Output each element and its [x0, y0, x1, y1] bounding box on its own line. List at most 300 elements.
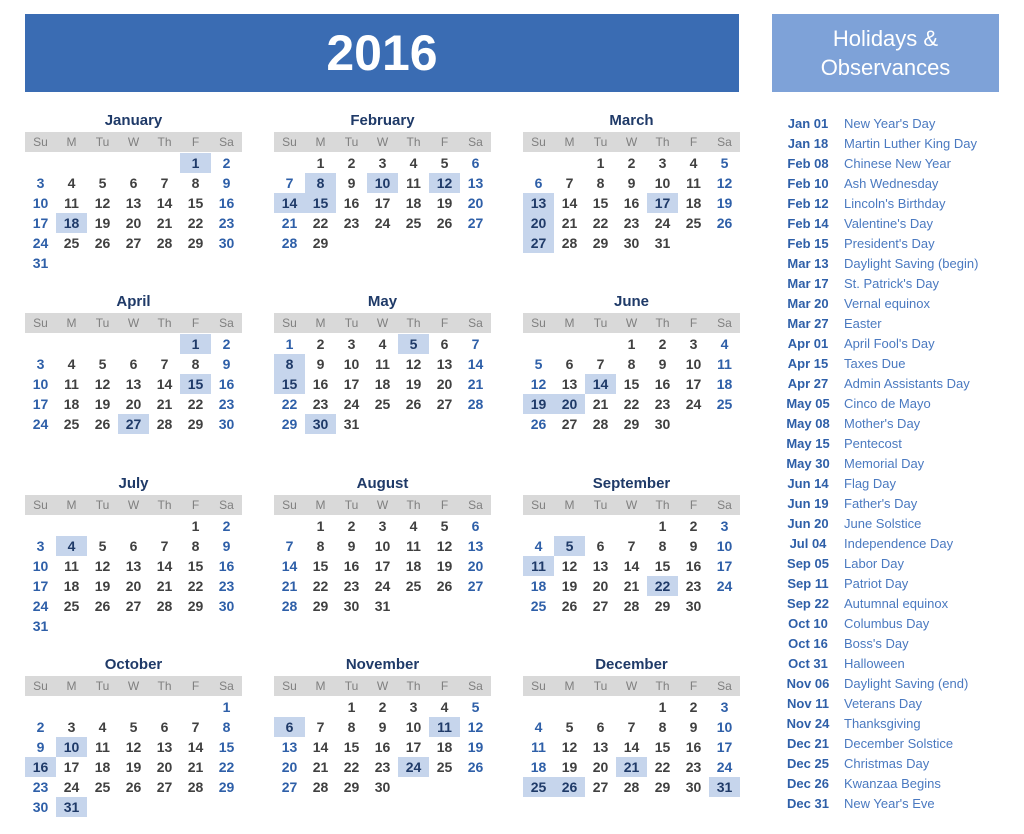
day-cell: 3	[36, 356, 45, 372]
weekday-label: W	[625, 316, 638, 330]
holiday-day-cell: 25	[523, 777, 554, 797]
day-grid	[25, 334, 242, 434]
weekday-header	[523, 495, 740, 515]
day-cell: 30	[218, 598, 235, 614]
holiday-date: Nov 11	[787, 696, 829, 711]
day-cell: 7	[160, 538, 169, 554]
weekday-header	[274, 495, 491, 515]
day-grid	[523, 697, 740, 797]
day-cell: 4	[689, 155, 698, 171]
day-cell: 2	[658, 336, 667, 352]
weekday-label: F	[689, 498, 698, 512]
day-cell: 7	[471, 336, 480, 352]
day-cell: 28	[156, 416, 173, 432]
weekday-label: M	[315, 679, 326, 693]
empty-cell	[118, 334, 149, 354]
day-cell: 1	[658, 699, 667, 715]
day-cell: 9	[378, 719, 387, 735]
weekday-label: Th	[157, 316, 172, 330]
holiday-name: Vernal equinox	[844, 296, 931, 311]
day-cell: 22	[218, 759, 235, 775]
day-cell: 17	[32, 578, 49, 594]
day-cell: 24	[716, 759, 733, 775]
holiday-name: Admin Assistants Day	[844, 376, 970, 391]
day-cell: 3	[720, 518, 729, 534]
day-cell: 26	[530, 416, 547, 432]
month-name: February	[350, 112, 415, 129]
day-grid	[274, 516, 491, 616]
day-cell: 9	[222, 538, 231, 554]
day-cell: 25	[63, 416, 80, 432]
day-cell: 28	[623, 598, 640, 614]
day-cell: 1	[627, 336, 636, 352]
holiday-date: Jan 01	[787, 116, 829, 131]
day-cell: 30	[654, 416, 671, 432]
day-grid	[523, 153, 740, 253]
month-name: November	[345, 656, 420, 673]
day-cell: 9	[347, 175, 356, 191]
empty-cell	[118, 697, 149, 717]
holiday-day-cell: 8	[305, 173, 336, 193]
day-cell: 12	[94, 195, 111, 211]
weekday-label: M	[66, 135, 77, 149]
holiday-name: Columbus Day	[844, 616, 930, 631]
holiday-row	[772, 314, 1012, 334]
weekday-label: F	[191, 498, 200, 512]
holiday-name: Valentine's Day	[844, 216, 933, 231]
holiday-name: Memorial Day	[844, 456, 925, 471]
empty-cell	[616, 516, 647, 536]
day-cell: 5	[720, 155, 729, 171]
day-cell: 17	[405, 739, 422, 755]
day-cell: 8	[347, 719, 356, 735]
day-cell: 21	[156, 215, 173, 231]
empty-cell	[87, 697, 118, 717]
day-cell: 9	[347, 538, 356, 554]
day-cell: 16	[654, 376, 671, 392]
day-cell: 17	[32, 396, 49, 412]
day-cell: 23	[685, 759, 702, 775]
holiday-date: Nov 24	[786, 716, 830, 731]
weekday-label: Th	[157, 498, 172, 512]
day-cell: 19	[561, 578, 578, 594]
empty-cell	[25, 334, 56, 354]
month-february	[274, 112, 491, 253]
day-cell: 6	[129, 175, 138, 191]
holiday-row	[772, 654, 1012, 674]
day-cell: 9	[689, 538, 698, 554]
day-cell: 18	[716, 376, 733, 392]
day-cell: 26	[94, 416, 111, 432]
day-cell: 18	[63, 578, 80, 594]
holiday-date: Dec 31	[787, 796, 829, 811]
day-cell: 19	[436, 558, 453, 574]
holiday-date: Mar 17	[787, 276, 829, 291]
day-cell: 12	[94, 558, 111, 574]
weekday-label: Su	[33, 498, 48, 512]
day-cell: 13	[436, 356, 453, 372]
weekday-label: Tu	[344, 679, 359, 693]
weekday-label: Th	[157, 679, 172, 693]
weekday-label: M	[315, 135, 326, 149]
day-cell: 21	[281, 578, 298, 594]
day-cell: 17	[343, 376, 360, 392]
holiday-day-cell: 11	[523, 556, 554, 576]
day-cell: 22	[654, 759, 671, 775]
weekday-label: Tu	[344, 135, 359, 149]
weekday-label: Su	[531, 679, 546, 693]
day-cell: 18	[405, 195, 422, 211]
weekday-label: Tu	[344, 316, 359, 330]
day-cell: 16	[218, 558, 235, 574]
day-cell: 6	[129, 538, 138, 554]
day-cell: 23	[654, 396, 671, 412]
day-cell: 26	[561, 598, 578, 614]
day-cell: 11	[64, 558, 79, 574]
day-cell: 29	[187, 416, 204, 432]
day-cell: 17	[374, 195, 391, 211]
day-grid	[523, 334, 740, 434]
holiday-row	[772, 714, 1012, 734]
day-grid	[274, 334, 491, 434]
day-cell: 3	[689, 336, 698, 352]
holiday-row	[772, 554, 1012, 574]
holiday-day-cell: 22	[647, 576, 678, 596]
day-cell: 12	[561, 739, 578, 755]
day-cell: 27	[125, 235, 142, 251]
day-cell: 21	[592, 396, 609, 412]
holiday-name: Thanksgiving	[844, 716, 921, 731]
holiday-row	[772, 754, 1012, 774]
day-cell: 7	[596, 356, 605, 372]
day-grid	[25, 697, 242, 817]
day-cell: 8	[316, 538, 325, 554]
weekday-label: Tu	[593, 316, 608, 330]
month-may	[274, 293, 491, 434]
day-cell: 31	[32, 618, 49, 634]
day-cell: 7	[285, 175, 294, 191]
day-cell: 11	[64, 376, 79, 392]
day-cell: 6	[440, 336, 449, 352]
day-cell: 1	[222, 699, 231, 715]
day-cell: 29	[281, 416, 298, 432]
day-cell: 6	[129, 356, 138, 372]
holiday-row	[772, 234, 1012, 254]
day-cell: 7	[285, 538, 294, 554]
day-cell: 20	[436, 376, 453, 392]
holiday-row	[772, 614, 1012, 634]
day-grid	[274, 697, 491, 797]
day-cell: 4	[720, 336, 729, 352]
day-cell: 21	[467, 376, 484, 392]
day-cell: 2	[689, 699, 698, 715]
weekday-label: Su	[33, 679, 48, 693]
day-cell: 7	[627, 538, 636, 554]
weekday-label: F	[440, 679, 449, 693]
day-cell: 13	[467, 175, 484, 191]
weekday-label: Tu	[95, 316, 110, 330]
day-cell: 24	[654, 215, 671, 231]
day-cell: 26	[94, 235, 111, 251]
day-cell: 8	[191, 538, 200, 554]
day-cell: 11	[64, 195, 79, 211]
day-cell: 27	[467, 215, 484, 231]
day-cell: 24	[32, 235, 49, 251]
empty-cell	[118, 516, 149, 536]
day-cell: 25	[436, 759, 453, 775]
holiday-day-cell: 5	[554, 536, 585, 556]
day-cell: 25	[94, 779, 111, 795]
day-cell: 28	[187, 779, 204, 795]
weekday-label: Tu	[593, 135, 608, 149]
holiday-day-cell: 6	[274, 717, 305, 737]
weekday-label: W	[625, 679, 638, 693]
day-grid	[25, 153, 242, 273]
holiday-date: Mar 27	[787, 316, 829, 331]
weekday-label: M	[66, 679, 77, 693]
day-cell: 12	[530, 376, 547, 392]
day-cell: 2	[222, 155, 231, 171]
month-october	[25, 656, 242, 817]
holiday-name: Kwanzaa Begins	[844, 776, 941, 791]
month-name: September	[592, 475, 671, 492]
holiday-name: April Fool's Day	[844, 336, 935, 351]
day-cell: 14	[561, 195, 578, 211]
holiday-day-cell: 14	[274, 193, 305, 213]
day-cell: 5	[440, 518, 449, 534]
day-cell: 27	[467, 578, 484, 594]
day-cell: 29	[187, 598, 204, 614]
weekday-label: Sa	[468, 135, 483, 149]
weekday-label: Th	[655, 498, 670, 512]
day-cell: 12	[716, 175, 733, 191]
day-cell: 16	[343, 195, 360, 211]
holiday-row	[772, 154, 1012, 174]
day-cell: 8	[627, 356, 636, 372]
holiday-row	[772, 394, 1012, 414]
day-cell: 30	[685, 779, 702, 795]
holiday-day-cell: 17	[647, 193, 678, 213]
day-cell: 7	[160, 356, 169, 372]
day-cell: 29	[623, 416, 640, 432]
holiday-date: Jun 19	[787, 496, 829, 511]
holiday-date: May 30	[786, 456, 830, 471]
day-cell: 19	[94, 578, 111, 594]
day-cell: 2	[347, 155, 356, 171]
empty-cell	[56, 697, 87, 717]
month-name: June	[613, 293, 649, 310]
day-cell: 26	[405, 396, 422, 412]
weekday-label: Sa	[219, 316, 234, 330]
day-cell: 20	[467, 558, 484, 574]
day-cell: 24	[685, 396, 702, 412]
day-cell: 15	[187, 558, 204, 574]
day-cell: 4	[409, 155, 418, 171]
holidays-title-line2: Observances	[820, 55, 951, 80]
weekday-label: Sa	[219, 135, 234, 149]
weekday-label: M	[315, 316, 326, 330]
day-cell: 6	[565, 356, 574, 372]
weekday-label: Su	[282, 135, 297, 149]
day-cell: 23	[218, 396, 235, 412]
day-cell: 22	[187, 215, 204, 231]
day-cell: 28	[561, 235, 578, 251]
day-cell: 29	[312, 235, 329, 251]
month-name: May	[367, 293, 398, 310]
day-cell: 11	[686, 175, 701, 191]
weekday-label: W	[625, 135, 638, 149]
weekday-label: W	[376, 498, 389, 512]
day-cell: 4	[67, 175, 76, 191]
holiday-row	[772, 194, 1012, 214]
empty-cell	[180, 697, 211, 717]
holiday-name: Easter	[844, 316, 882, 331]
day-cell: 4	[67, 356, 76, 372]
weekday-label: F	[689, 135, 698, 149]
day-cell: 20	[467, 195, 484, 211]
empty-cell	[585, 516, 616, 536]
day-cell: 24	[63, 779, 80, 795]
weekday-label: F	[191, 135, 200, 149]
day-cell: 19	[125, 759, 142, 775]
holiday-day-cell: 27	[118, 414, 149, 434]
day-cell: 5	[440, 155, 449, 171]
day-cell: 28	[467, 396, 484, 412]
day-cell: 15	[623, 376, 640, 392]
day-cell: 10	[32, 376, 49, 392]
holiday-day-cell: 8	[274, 354, 305, 374]
day-cell: 8	[658, 719, 667, 735]
weekday-label: Sa	[468, 316, 483, 330]
day-cell: 11	[95, 739, 110, 755]
empty-cell	[523, 334, 554, 354]
day-cell: 24	[716, 578, 733, 594]
day-cell: 13	[561, 376, 578, 392]
holiday-day-cell: 30	[305, 414, 336, 434]
weekday-label: Su	[282, 316, 297, 330]
day-cell: 5	[98, 356, 107, 372]
weekday-label: Tu	[593, 498, 608, 512]
day-cell: 15	[654, 558, 671, 574]
holiday-day-cell: 21	[616, 757, 647, 777]
day-cell: 19	[405, 376, 422, 392]
weekday-label: Sa	[717, 316, 732, 330]
weekday-label: Sa	[468, 679, 483, 693]
day-cell: 15	[343, 739, 360, 755]
day-cell: 13	[156, 739, 173, 755]
day-cell: 10	[685, 356, 702, 372]
holiday-day-cell: 20	[523, 213, 554, 233]
day-cell: 4	[98, 719, 107, 735]
day-cell: 23	[32, 779, 49, 795]
holiday-row	[772, 774, 1012, 794]
holiday-date: Feb 14	[787, 216, 829, 231]
day-cell: 21	[623, 578, 640, 594]
day-cell: 8	[191, 175, 200, 191]
day-cell: 13	[125, 558, 142, 574]
weekday-label: Th	[157, 135, 172, 149]
day-cell: 31	[374, 598, 391, 614]
day-cell: 2	[36, 719, 45, 735]
day-cell: 25	[685, 215, 702, 231]
month-november	[274, 656, 491, 797]
empty-cell	[25, 697, 56, 717]
day-cell: 16	[623, 195, 640, 211]
day-cell: 17	[716, 558, 733, 574]
weekday-label: W	[127, 316, 140, 330]
day-cell: 25	[374, 396, 391, 412]
day-cell: 18	[436, 739, 453, 755]
empty-cell	[87, 334, 118, 354]
weekday-label: Sa	[717, 498, 732, 512]
holiday-name: Martin Luther King Day	[844, 136, 977, 151]
day-grid	[25, 516, 242, 636]
holiday-date: Mar 20	[787, 296, 829, 311]
holiday-name: St. Patrick's Day	[844, 276, 939, 291]
day-cell: 9	[316, 356, 325, 372]
day-cell: 29	[654, 598, 671, 614]
weekday-label: M	[564, 498, 575, 512]
holiday-name: Daylight Saving (begin)	[844, 256, 979, 271]
weekday-header	[25, 313, 242, 333]
day-cell: 11	[406, 538, 421, 554]
weekday-label: W	[127, 135, 140, 149]
empty-cell	[56, 334, 87, 354]
day-cell: 21	[281, 215, 298, 231]
holiday-row	[772, 254, 1012, 274]
holiday-name: June Solstice	[844, 516, 922, 531]
day-cell: 3	[378, 155, 387, 171]
empty-cell	[87, 153, 118, 173]
weekday-label: Su	[33, 316, 48, 330]
day-cell: 4	[378, 336, 387, 352]
weekday-header	[25, 676, 242, 696]
day-cell: 3	[36, 538, 45, 554]
day-cell: 10	[405, 719, 422, 735]
weekday-label: M	[564, 135, 575, 149]
day-cell: 16	[374, 739, 391, 755]
empty-cell	[25, 153, 56, 173]
day-cell: 25	[63, 598, 80, 614]
day-cell: 5	[471, 699, 480, 715]
weekday-label: Su	[282, 679, 297, 693]
day-cell: 4	[409, 518, 418, 534]
day-cell: 23	[685, 578, 702, 594]
day-cell: 14	[623, 558, 640, 574]
day-cell: 12	[405, 356, 422, 372]
holiday-day-cell: 4	[56, 536, 87, 556]
weekday-label: Th	[406, 498, 421, 512]
day-cell: 22	[592, 215, 609, 231]
day-cell: 25	[405, 578, 422, 594]
month-january	[25, 112, 242, 273]
month-april	[25, 293, 242, 434]
day-cell: 29	[312, 598, 329, 614]
holiday-date: Jan 18	[787, 136, 829, 151]
holiday-day-cell: 16	[25, 757, 56, 777]
day-cell: 12	[125, 739, 142, 755]
weekday-header	[523, 132, 740, 152]
day-cell: 22	[312, 578, 329, 594]
day-cell: 27	[436, 396, 453, 412]
day-cell: 13	[281, 739, 298, 755]
day-cell: 23	[218, 578, 235, 594]
holiday-row	[772, 514, 1012, 534]
holiday-name: Christmas Day	[844, 756, 930, 771]
day-cell: 3	[378, 518, 387, 534]
day-cell: 28	[281, 598, 298, 614]
weekday-label: Th	[655, 679, 670, 693]
